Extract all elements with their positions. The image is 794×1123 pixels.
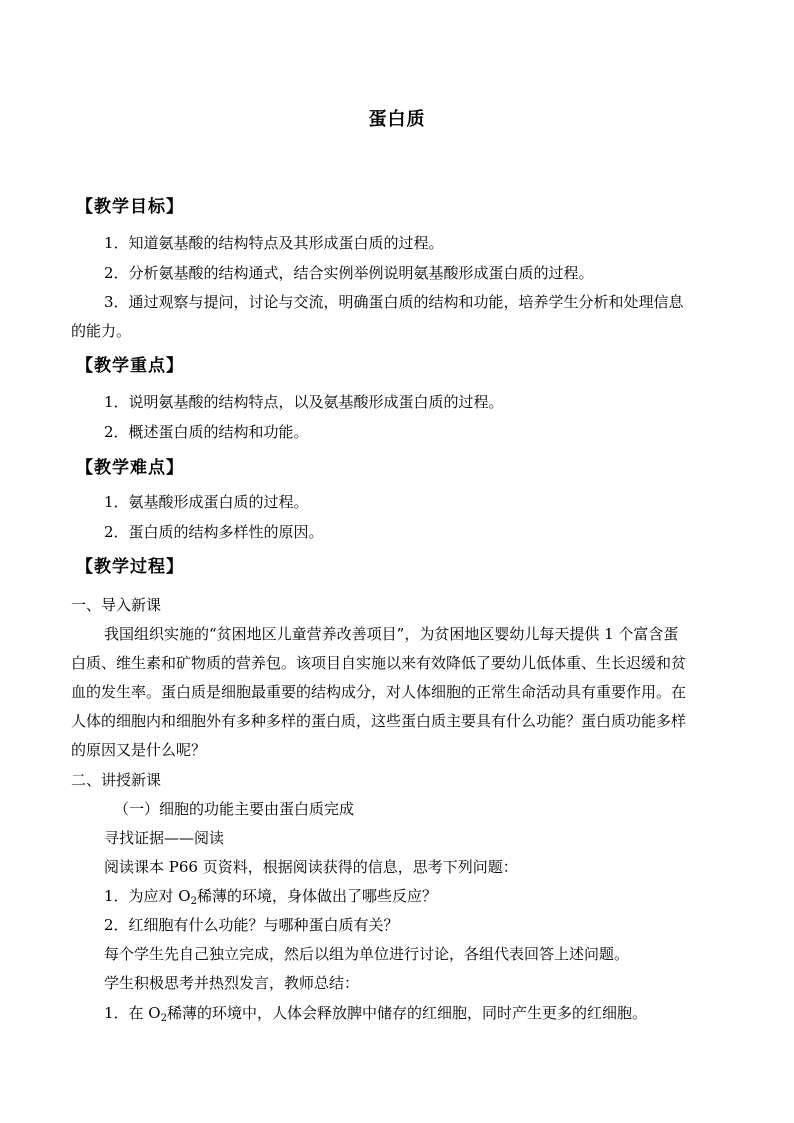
heading-difficulties: 【教学难点】	[76, 458, 184, 478]
objective-item-3: 3．通过观察与提问，讨论与交流，明确蛋白质的结构和功能，培养学生分析和处理信息	[104, 293, 684, 311]
intro-line-2: 白质、维生素和矿物质的营养包。该项目自实施以来有效降低了要幼儿低体重、生长迟缓和贫	[71, 654, 687, 672]
answer-1-text: 1．在 O	[104, 1004, 161, 1022]
reading-line: 阅读课本 P66 页资料，根据阅读获得的信息，思考下列问题：	[104, 858, 518, 876]
answer-1-text-end: 稀薄的环境中，人体会释放脾中储存的红细胞，同时产生更多的红细胞。	[166, 1004, 647, 1022]
answer-1-subscript: 2	[160, 1013, 167, 1024]
part2-title: 二、讲授新课	[71, 771, 162, 789]
question-2: 2．红细胞有什么功能？与哪种蛋白质有关？	[104, 916, 399, 934]
page-title: 蛋白质	[368, 109, 426, 130]
part1-title: 一、导入新课	[71, 596, 162, 614]
question-1-text-end: 稀薄的环境，身体做出了哪些反应？	[196, 887, 437, 905]
objective-item-1: 1．知道氨基酸的结构特点及其形成蛋白质的过程。	[104, 234, 444, 252]
intro-line-3: 血的发生率。蛋白质是细胞最重要的结构成分，对人体细胞的正常生命活动具有重要作用。在	[71, 683, 687, 701]
intro-line-4: 人体的细胞内和细胞外有多种多样的蛋白质，这些蛋白质主要具有什么功能？蛋白质功能多样	[71, 712, 687, 730]
question-1	[104, 886, 437, 912]
objective-item-2: 2．分析氨基酸的结构通式，结合实例举例说明氨基酸形成蛋白质的过程。	[104, 264, 594, 282]
question-1-subscript: 2	[190, 896, 197, 907]
question-1-text: 1．为应对 O	[104, 887, 191, 905]
key-point-item-1: 1．说明氨基酸的结构特点，以及氨基酸形成蛋白质的过程。	[104, 393, 504, 411]
group-instruction: 每个学生先自己独立完成，然后以组为单位进行讨论，各组代表回答上述问题。	[104, 945, 630, 963]
answer-1	[104, 1003, 647, 1029]
heading-process: 【教学过程】	[76, 557, 184, 577]
heading-objectives: 【教学目标】	[76, 197, 184, 217]
heading-key-points: 【教学重点】	[76, 356, 184, 376]
summary-line: 学生积极思考并热烈发言，教师总结：	[104, 974, 360, 992]
objective-item-3-cont: 的能力。	[71, 322, 132, 340]
difficulty-item-1: 1．氨基酸形成蛋白质的过程。	[104, 493, 309, 511]
subsection-1-title: （一）细胞的功能主要由蛋白质完成	[114, 800, 355, 818]
intro-line-1: 我国组织实施的“贫困地区儿童营养改善项目”，为贫困地区婴幼儿每天提供 1 个富含蛋	[104, 625, 679, 643]
key-point-item-2: 2．概述蛋白质的结构和功能。	[104, 423, 309, 441]
difficulty-item-2: 2．蛋白质的结构多样性的原因。	[104, 523, 324, 541]
intro-line-5: 的原因又是什么呢？	[71, 741, 207, 759]
evidence-line: 寻找证据——阅读	[104, 829, 225, 847]
